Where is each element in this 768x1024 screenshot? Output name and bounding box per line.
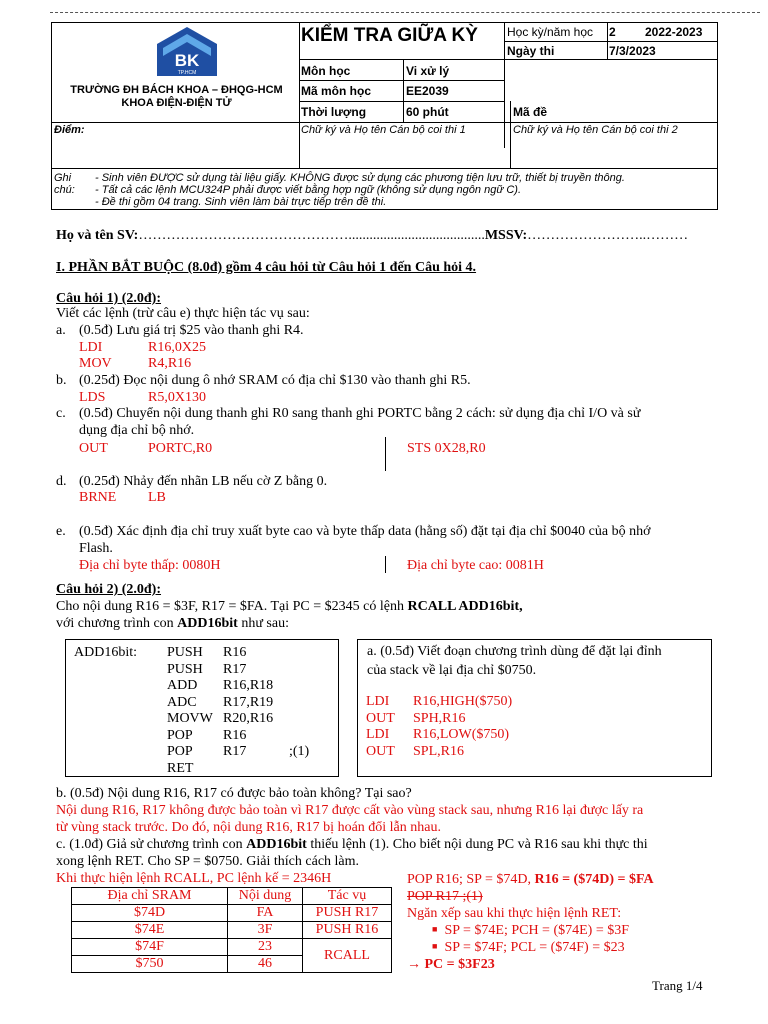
q1-intro: Viết các lệnh (trừ câu e) thực hiện tác vụ sau:	[56, 306, 310, 321]
q2a-code-op-1: LDI	[366, 694, 390, 709]
q1c-label: c.	[56, 406, 66, 421]
q2c-bullet-2: ■ SP = $74F; PCL = ($74F) = $23	[432, 940, 625, 955]
q1c-code-alt: STS 0X28,R0	[407, 441, 486, 456]
program-operand: R17	[223, 744, 247, 759]
q2b-answer-2: từ vùng stack trước. Do đó, nội dung R16, R17 bị hoán đổi lẫn nhau.	[56, 820, 441, 835]
bk-logo-icon	[155, 26, 219, 78]
notes-label-2: chú:	[54, 184, 75, 196]
q1d-text: (0.25đ) Nhảy đến nhãn LB nếu cờ Z bằng 0.	[79, 474, 328, 489]
q1b-code-op: LDS	[79, 390, 106, 405]
q1c-text-1: (0.5đ) Chuyển nội dung thanh ghi R0 sang thanh ghi PORTC bằng 2 cách: sử dụng địa chỉ I/O và sử	[79, 406, 641, 421]
q2-intro: Cho nội dung R16 = $3F, R17 = $FA. Tại PC = $2345 có lệnh RCALL ADD16bit,	[56, 599, 523, 614]
notes-label-1: Ghi	[54, 172, 72, 184]
student-id-label: MSSV:	[484, 228, 528, 243]
q1a-label: a.	[56, 323, 66, 338]
top-dashed-line	[50, 12, 760, 13]
q1c-separator	[385, 437, 386, 471]
q1a-code-op-1: LDI	[79, 340, 103, 355]
program-opcode: ADD	[167, 678, 198, 693]
q1b-text: (0.25đ) Đọc nội dung ô nhớ SRAM có địa chỉ $130 vào thanh ghi R5.	[79, 373, 471, 388]
col-operation: Tác vụ	[303, 888, 392, 905]
q2c-bullet-1: ■ SP = $74E; PCH = ($74E) = $3F	[432, 923, 630, 938]
q1c-text-2: dụng địa chỉ bộ nhớ.	[79, 423, 195, 438]
q2a-code-arg-3: R16,LOW($750)	[413, 727, 510, 742]
q2b-text: b. (0.5đ) Nội dung R16, R17 có được bảo toàn không? Tại sao?	[56, 786, 412, 801]
program-label: ADD16bit:	[74, 645, 137, 660]
subject-value: Vi xử lý	[406, 64, 450, 78]
q2a-code-arg-2: SPH,R16	[413, 711, 466, 726]
q1a-text: (0.5đ) Lưu giá trị $25 vào thanh ghi R4.	[79, 323, 304, 338]
q1e-text-2: Flash.	[79, 541, 113, 556]
program-operand: R20,R16	[223, 711, 274, 726]
q2c-text-2: xong lệnh RET. Cho SP = $0750. Giải thích cách làm.	[56, 854, 360, 869]
q1c-code-op: OUT	[79, 441, 108, 456]
table-row: $74F 23 RCALL	[72, 939, 392, 956]
q1e-separator	[385, 556, 386, 573]
q1a-code-arg-1: R16,0X25	[148, 340, 206, 355]
program-operand: R16,R18	[223, 678, 274, 693]
q2a-code-op-3: LDI	[366, 727, 390, 742]
q1d-code-op: BRNE	[79, 490, 117, 505]
q2c-answer-intro: Khi thực hiện lệnh RCALL, PC lệnh kế = 2346H	[56, 871, 332, 886]
school-line-1: TRƯỜNG ĐH BÁCH KHOA – ĐHQG-HCM	[70, 84, 283, 96]
q2b-answer-1: Nội dung R16, R17 không được bảo toàn vì R17 được cất vào vùng stack sau, nhưng R16 lại được lấy ra	[56, 803, 644, 818]
code-label: Mã môn học	[301, 84, 372, 98]
table-row: $74D FA PUSH R17	[72, 905, 392, 922]
student-name-field[interactable]: ……………………………………….......................................	[138, 228, 485, 243]
q2c-removed-pop-r17: POP R17 ;(1)	[407, 889, 483, 904]
student-name-label: Họ và tên SV:	[56, 228, 139, 243]
stack-table-header	[72, 888, 392, 905]
q1a-code-arg-2: R4,R16	[148, 356, 192, 371]
proctor1-label: Chữ ký và Họ tên Cán bộ coi thi 1	[301, 124, 466, 136]
program-opcode: ADC	[167, 694, 197, 710]
q1e-label: e.	[56, 524, 66, 539]
note-1: - Sinh viên ĐƯỢC sử dụng tài liệu giấy. KHÔNG được sử dụng các phương tiện lưu trữ, thiết bị truyền thông.	[95, 172, 625, 184]
q2a-code-op-2: OUT	[366, 711, 395, 726]
logo-text: BK	[174, 51, 200, 70]
table-row: $74E 3F PUSH R16	[72, 922, 392, 939]
q1e-text-1: (0.5đ) Xác định địa chỉ truy xuất byte cao và byte thấp data (hằng số) đặt tại địa chỉ $0040 của bộ nhớ	[79, 524, 651, 539]
q2a-text-1: a. (0.5đ) Viết đoạn chương trình dùng để đặt lại đỉnh	[367, 644, 662, 659]
q1c-code-arg: PORTC,R0	[148, 441, 213, 456]
program-operand: R16	[223, 645, 247, 660]
program-comment: ;(1)	[289, 744, 310, 759]
year-value: 2022-2023	[645, 25, 703, 39]
code-value: EE2039	[406, 84, 449, 98]
note-2: - Tất cả các lệnh MCU324P phải được viết bằng hợp ngữ (không sử dụng ngôn ngữ C).	[95, 184, 522, 196]
program-opcode: POP	[167, 744, 193, 759]
program-opcode: MOVW	[167, 711, 213, 726]
program-operand: R17	[223, 661, 247, 677]
program-opcode: PUSH	[167, 645, 203, 660]
program-opcode: RET	[167, 760, 194, 776]
exam-code-label: Mã đề	[513, 105, 548, 119]
page-number: Trang 1/4	[652, 978, 703, 993]
student-info-line	[56, 227, 688, 244]
program-operand: R16	[223, 727, 247, 743]
q1e-answer-high: Địa chỉ byte cao: 0081H	[407, 558, 544, 573]
exam-header-table	[51, 22, 718, 210]
q2c-stack-after: Ngăn xếp sau khi thực hiện lệnh RET:	[407, 906, 622, 921]
q2a-text-2: của stack về lại địa chỉ $0750.	[367, 663, 537, 678]
student-id-field[interactable]: ……………………..………	[527, 228, 689, 243]
school-name	[54, 84, 299, 110]
program-opcode: PUSH	[167, 661, 203, 677]
q2c-text-1: c. (1.0đ) Giả sử chương trình con ADD16bit thiếu lệnh (1). Cho biết nội dung PC và R16 sau khi thực thi	[56, 837, 648, 852]
exam-title: KIỂM TRA GIỮA KỲ	[301, 25, 478, 46]
q2a-box	[357, 639, 712, 777]
subject-label: Môn học	[301, 64, 351, 78]
q1-title: Câu hỏi 1) (2.0đ):	[56, 291, 162, 306]
q1b-label: b.	[56, 373, 67, 388]
q1a-code-op-2: MOV	[79, 356, 112, 371]
note-3: - Đề thi gồm 04 trang. Sinh viên làm bài trực tiếp trên đề thi.	[95, 196, 387, 208]
program-operand: R17,R19	[223, 694, 274, 710]
stack-table	[71, 887, 392, 973]
q1b-code-arg: R5,0X130	[148, 390, 206, 405]
semester-label: Học kỳ/năm học	[507, 25, 594, 39]
program-opcode: POP	[167, 727, 193, 743]
q2a-code-arg-1: R16,HIGH($750)	[413, 694, 513, 709]
q1d-label: d.	[56, 474, 67, 489]
date-label: Ngày thi	[507, 44, 555, 58]
proctor2-label: Chữ ký và Họ tên Cán bộ coi thi 2	[513, 124, 678, 136]
col-content: Nội dung	[228, 888, 303, 905]
q2-title: Câu hỏi 2) (2.0đ):	[56, 582, 162, 597]
q2c-result: → PC = $3F23	[407, 957, 495, 972]
duration-value: 60 phút	[406, 105, 449, 119]
score-label: Điểm:	[54, 124, 85, 136]
q1e-answer-low: Địa chỉ byte thấp: 0080H	[79, 558, 221, 573]
program-listing-box	[65, 639, 339, 777]
col-sram-address: Địa chỉ SRAM	[72, 888, 228, 905]
q2a-code-op-4: OUT	[366, 744, 395, 759]
semester-value: 2	[609, 25, 616, 39]
duration-label: Thời lượng	[301, 105, 367, 119]
date-value: 7/3/2023	[609, 44, 656, 58]
q2c-pop-r16: POP R16; SP = $74D, R16 = ($74D) = $FA	[407, 872, 654, 887]
q2a-code-arg-4: SPL,R16	[413, 744, 464, 759]
q1d-code-arg: LB	[148, 490, 166, 505]
logo-subtext: TP.HCM	[177, 70, 197, 76]
q2-intro-2: với chương trình con ADD16bit như sau:	[56, 616, 289, 631]
table-row: $750 46	[72, 956, 392, 973]
school-line-2: KHOA ĐIỆN-ĐIỆN TỬ	[121, 97, 232, 109]
section-1-title: I. PHẦN BẮT BUỘC (8.0đ) gồm 4 câu hỏi từ Câu hỏi 1 đến Câu hỏi 4.	[56, 260, 477, 275]
